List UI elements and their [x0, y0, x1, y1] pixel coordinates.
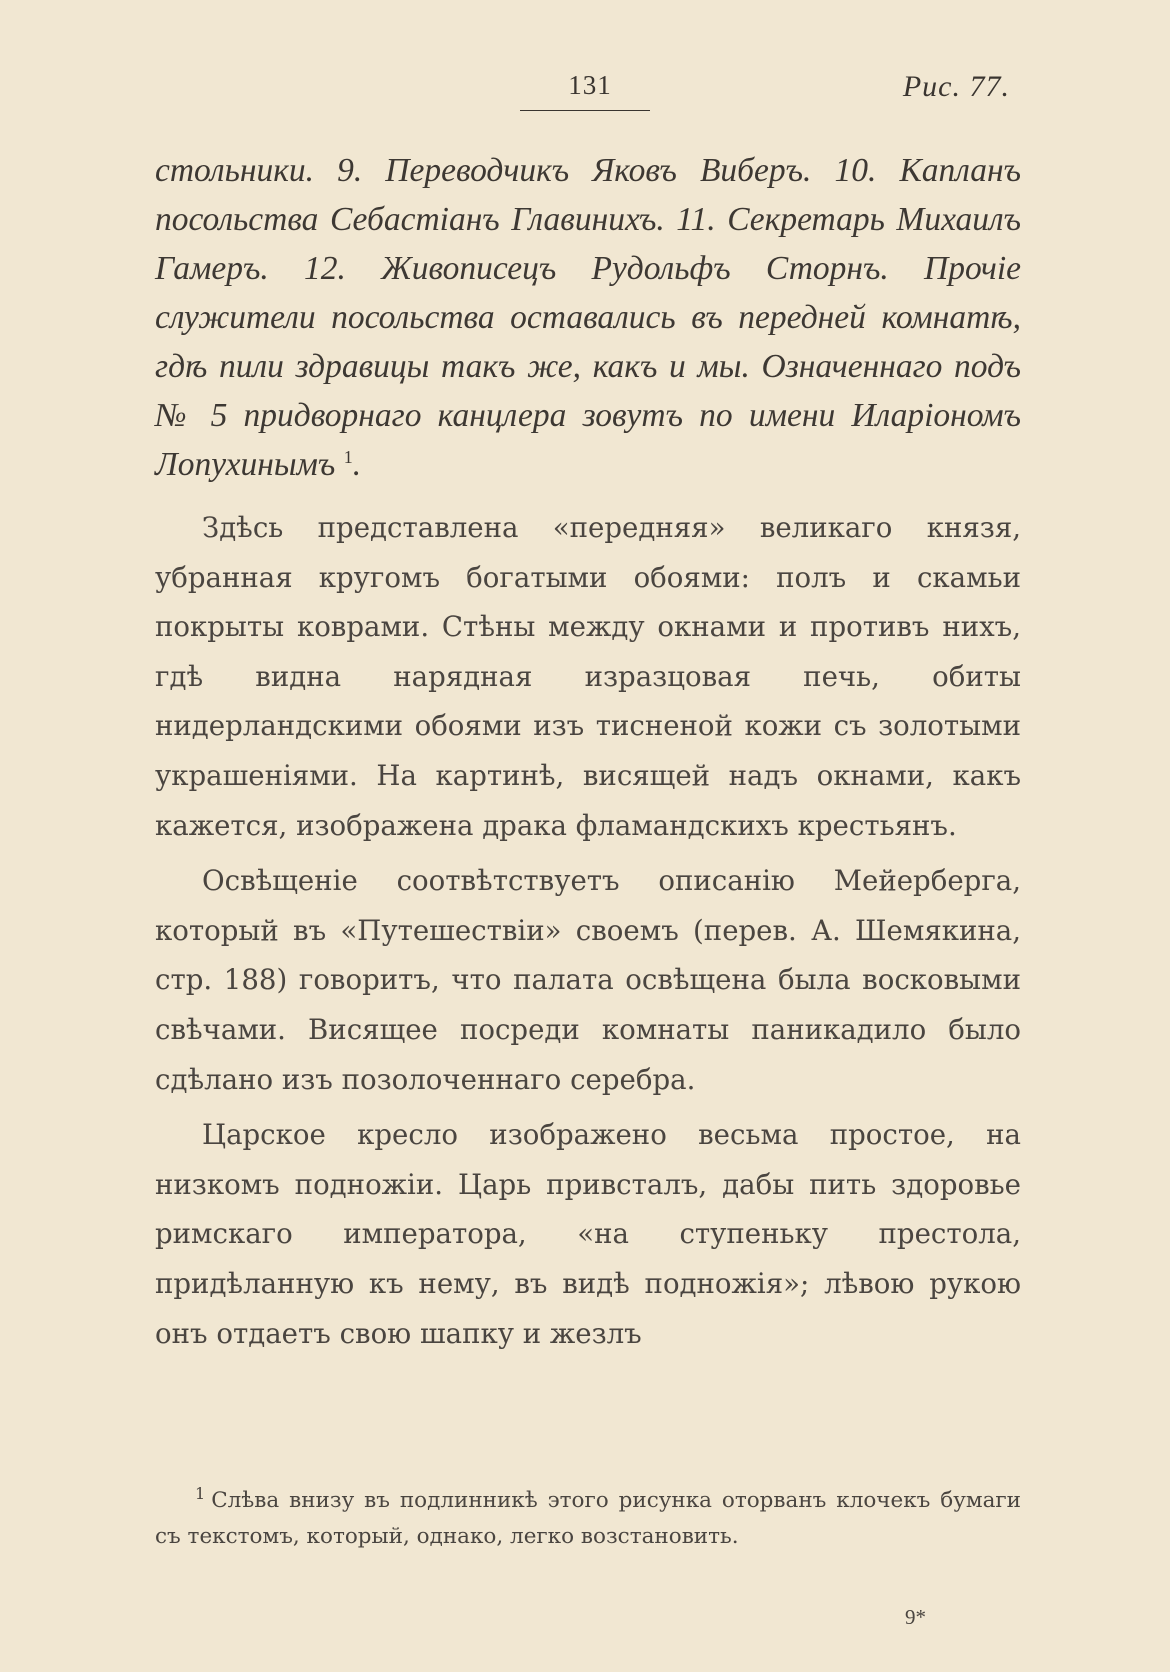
footnote-mark: 1	[195, 1483, 206, 1503]
paragraph-lighting: Освѣщеніе соотвѣтствуетъ описанію Мейерберга, который въ «Путешествіи» своемъ (перев. А. Шемякина, стр. 188) говоритъ, что палата освѣщена была восковыми свѣчами. Висящее посреди комнаты паникадило было сдѣлано изъ позолоченнаго серебра.	[155, 864, 1021, 1096]
running-head	[0, 70, 1170, 120]
footnote-reference: 1	[343, 446, 353, 467]
italic-paragraph-end: .	[352, 446, 362, 483]
page-number-rule	[520, 110, 650, 111]
footnote-text: Слѣва внизу въ подлинникѣ этого рисунка оторванъ клочекъ бумаги съ текстомъ, который, однако, легко возстановить.	[155, 1488, 1021, 1549]
footnote	[155, 1483, 1021, 1555]
figure-reference: Рис. 77.	[902, 70, 1010, 103]
page-number: 131	[568, 70, 612, 100]
printer-signature-mark: 9*	[905, 1605, 926, 1629]
italic-paragraph	[155, 146, 1021, 489]
main-text	[155, 146, 1021, 1358]
paragraph-anteroom: Здѣсь представлена «передняя» великаго князя, убранная кругомъ богатыми обоями: полъ и скамьи покрыты коврами. Стѣны между окнами и противъ нихъ, гдѣ видна нарядная изразцовая печь, обиты нидерландскими обоями изъ тисненой кожи съ золотыми украшеніями. На картинѣ, висящей надъ окнами, какъ кажется, изображена драка фламандскихъ крестьянъ.	[155, 511, 1021, 842]
italic-paragraph-text: стольники. 9. Переводчикъ Яковъ Виберъ. 10. Капланъ посольства Себастіанъ Главинихъ. 11. Секретарь Михаилъ Гамеръ. 12. Живописецъ Рудольфъ Сторнъ. Прочіе служители посольства оставались въ передней комнатѣ, гдѣ пили здравицы такъ же, какъ и мы. Означеннаго подъ № 5 придворнаго канцлера зовутъ по имени Иларіономъ Лопухинымъ	[155, 152, 1021, 483]
paragraph-throne: Царское кресло изображено весьма простое, на низкомъ подножіи. Царь привсталъ, дабы пить здоровье римскаго императора, «на ступеньку престола, придѣланную къ нему, въ видѣ подножія»; лѣвою рукою онъ отдаетъ свою шапку и жезлъ	[155, 1118, 1021, 1350]
